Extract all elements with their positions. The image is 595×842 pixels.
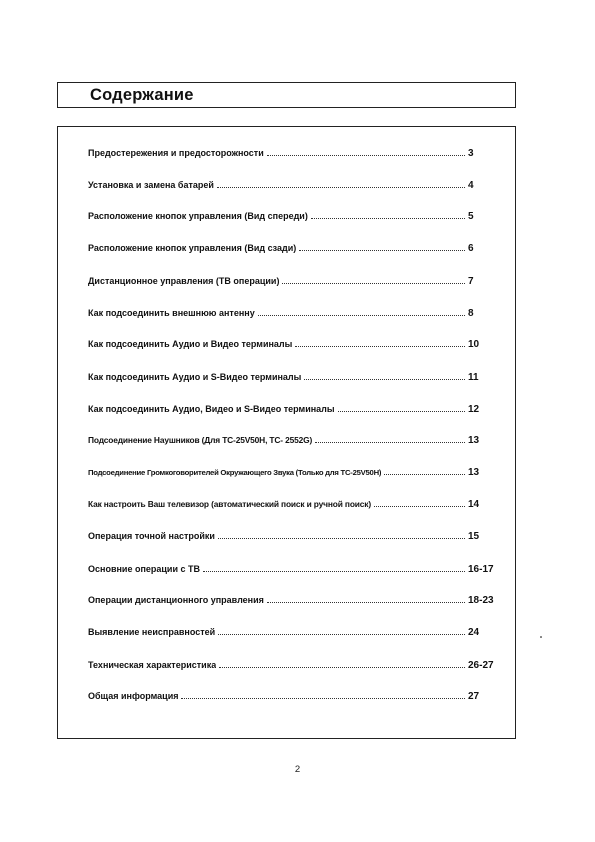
toc-row[interactable]: [88, 593, 498, 607]
toc-item-label: Расположение кнопок управления (Вид сзади): [88, 243, 297, 253]
toc-leader-dots: [304, 370, 465, 380]
toc-leader-dots: [218, 529, 465, 539]
toc-leader-dots: [218, 625, 465, 635]
toc-row[interactable]: [88, 337, 498, 351]
toc-item-page: 10: [468, 339, 480, 350]
toc-leader-dots: [267, 593, 465, 603]
title-box: [57, 82, 516, 108]
toc-item-label: Как подсоединить Аудио и Видео терминалы: [88, 339, 293, 349]
toc-item-page: 4: [468, 180, 474, 191]
toc-item-page: 3: [468, 148, 474, 159]
toc-leader-dots: [315, 433, 465, 443]
toc-leader-dots: [217, 178, 465, 188]
page-number: 2: [294, 764, 301, 775]
toc-leader-dots: [338, 402, 465, 412]
toc-leader-dots: [295, 337, 465, 347]
toc-item-page: 24: [468, 627, 480, 638]
toc-row[interactable]: [88, 274, 498, 288]
toc-item-page: 12: [468, 404, 480, 415]
toc-item-label: Установка и замена батарей: [88, 180, 214, 190]
toc-row[interactable]: [88, 465, 498, 479]
toc-item-page: 13: [468, 467, 480, 478]
toc-leader-dots: [311, 209, 465, 219]
toc-row[interactable]: [88, 370, 498, 384]
toc-leader-dots: [267, 146, 465, 156]
toc-item-page: 16-17: [468, 564, 494, 575]
toc-item-page: 6: [468, 243, 474, 254]
toc-item-page: 13: [468, 435, 480, 446]
toc-item-label: Подсоединение Наушников (Для TC-25V50H, TC- 2552G): [88, 435, 313, 445]
toc-row[interactable]: [88, 178, 498, 192]
toc-item-label: Техническая характеристика: [88, 660, 217, 670]
toc-row[interactable]: [88, 306, 498, 320]
toc-item-page: 8: [468, 308, 474, 319]
toc-row[interactable]: [88, 497, 498, 511]
toc-row[interactable]: [88, 433, 498, 447]
toc-row[interactable]: [88, 241, 498, 255]
toc-row[interactable]: [88, 625, 498, 639]
toc-row[interactable]: [88, 402, 498, 416]
toc-item-page: 27: [468, 691, 480, 702]
toc-item-label: Операция точной настройки: [88, 531, 215, 541]
scan-speck: [540, 636, 542, 638]
toc-item-label: Как подсоединить внешнюю антенну: [88, 308, 255, 318]
toc-row[interactable]: [88, 689, 498, 703]
toc-item-page: 18-23: [468, 595, 494, 606]
toc-row[interactable]: [88, 658, 498, 672]
toc-item-page: 7: [468, 276, 474, 287]
toc-item-label: Выявление неисправностей: [88, 627, 216, 637]
toc-leader-dots: [258, 306, 465, 316]
toc-item-label: Как настроить Ваш телевизор (автоматический поиск и ручной поиск): [88, 499, 371, 509]
toc-item-page: 15: [468, 531, 480, 542]
toc-row[interactable]: [88, 209, 498, 223]
toc-item-label: Расположение кнопок управления (Вид спереди): [88, 211, 308, 221]
toc-item-page: 14: [468, 499, 480, 510]
toc-item-label: Операции дистанционного управления: [88, 595, 264, 605]
table-of-contents: [57, 126, 516, 739]
toc-leader-dots: [282, 274, 465, 284]
toc-row[interactable]: [88, 529, 498, 543]
toc-item-page: 5: [468, 211, 474, 222]
toc-leader-dots: [219, 658, 465, 668]
toc-leader-dots: [181, 689, 465, 699]
toc-item-label: Как подсоединить Аудио, Видео и S-Видео терминалы: [88, 404, 335, 414]
page-title: Содержание: [90, 86, 194, 104]
toc-item-label: Предостережения и предосторожности: [88, 148, 264, 158]
toc-leader-dots: [299, 241, 465, 251]
toc-item-label: Как подсоединить Аудио и S-Видео терминалы: [88, 372, 302, 382]
toc-row[interactable]: [88, 562, 498, 576]
toc-row[interactable]: [88, 146, 498, 160]
toc-leader-dots: [374, 497, 465, 507]
toc-item-label: Основние операции с ТВ: [88, 564, 200, 574]
toc-leader-dots: [384, 465, 465, 475]
toc-item-label: Общая информация: [88, 691, 179, 701]
toc-leader-dots: [203, 562, 465, 572]
toc-item-label: Подсоединение Громкоговорителей Окружающего Звука (Только для TC-25V50H): [88, 468, 382, 477]
toc-item-page: 11: [468, 372, 479, 383]
toc-item-page: 26-27: [468, 660, 494, 671]
toc-item-label: Дистанционное управления (ТВ операции): [88, 276, 280, 286]
